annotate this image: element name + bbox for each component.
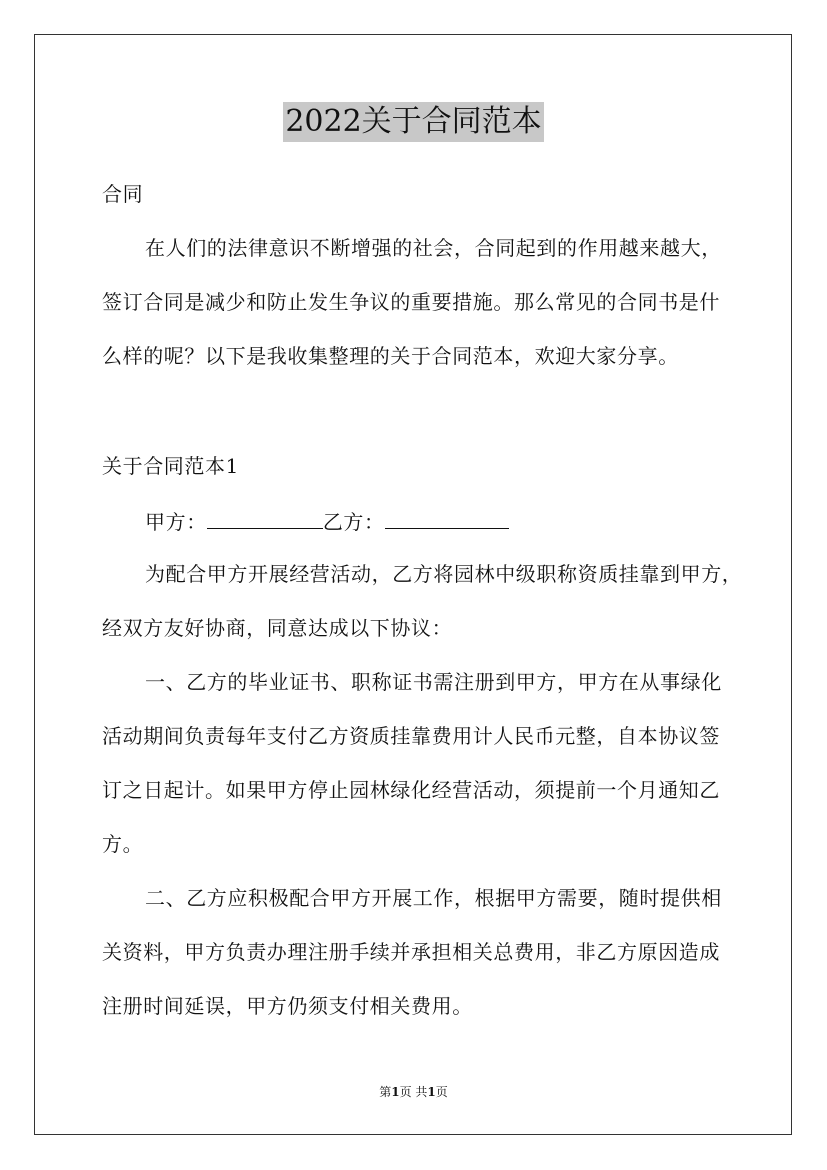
- footer-page-suffix: 页: [435, 1085, 448, 1099]
- footer-page-num: 1: [391, 1085, 400, 1099]
- section-title: 关于合同范本1: [102, 454, 239, 478]
- footer-page-prefix: 第: [379, 1085, 392, 1099]
- para1-line-2: 经双方友好协商，同意达成以下协议：: [102, 616, 453, 640]
- footer-page-mid: 页 共: [399, 1085, 428, 1099]
- party-b-label: 乙方：: [322, 510, 385, 534]
- clause1-line-1: 一、乙方的毕业证书、职称证书需注册到甲方，甲方在从事绿化: [145, 670, 722, 694]
- party-a-blank: [207, 506, 323, 529]
- clause1-line-2: 活动期间负责每年支付乙方资质挂靠费用计人民币元整，自本协议签: [102, 724, 720, 748]
- para1-line-1: 为配合甲方开展经营活动，乙方将园林中级职称资质挂靠到甲方，: [145, 562, 743, 586]
- title-container: [0, 102, 827, 142]
- intro-line-1: 在人们的法律意识不断增强的社会，合同起到的作用越来越大，: [145, 236, 722, 260]
- party-b-blank: [385, 506, 509, 529]
- parties-line: [145, 506, 509, 536]
- clause1-line-3: 订之日起计。如果甲方停止园林绿化经营活动，须提前一个月通知乙: [102, 778, 720, 802]
- clause2-line-2: 关资料，甲方负责办理注册手续并承担相关总费用，非乙方原因造成: [102, 940, 720, 964]
- footer-page-total: 1: [427, 1085, 436, 1099]
- clause1-line-4: 方。: [102, 832, 144, 856]
- intro-line-3: 么样的呢？以下是我收集整理的关于合同范本，欢迎大家分享。: [102, 344, 679, 368]
- page-footer: [0, 1084, 827, 1100]
- document-heading: 合同: [102, 182, 144, 206]
- clause2-line-3: 注册时间延误，甲方仍须支付相关费用。: [102, 994, 473, 1018]
- party-a-label: 甲方：: [145, 510, 207, 534]
- clause2-line-1: 二、乙方应积极配合甲方开展工作，根据甲方需要，随时提供相: [145, 886, 722, 910]
- document-title: 2022关于合同范本: [283, 102, 543, 142]
- intro-line-2: 签订合同是减少和防止发生争议的重要措施。那么常见的合同书是什: [102, 290, 720, 314]
